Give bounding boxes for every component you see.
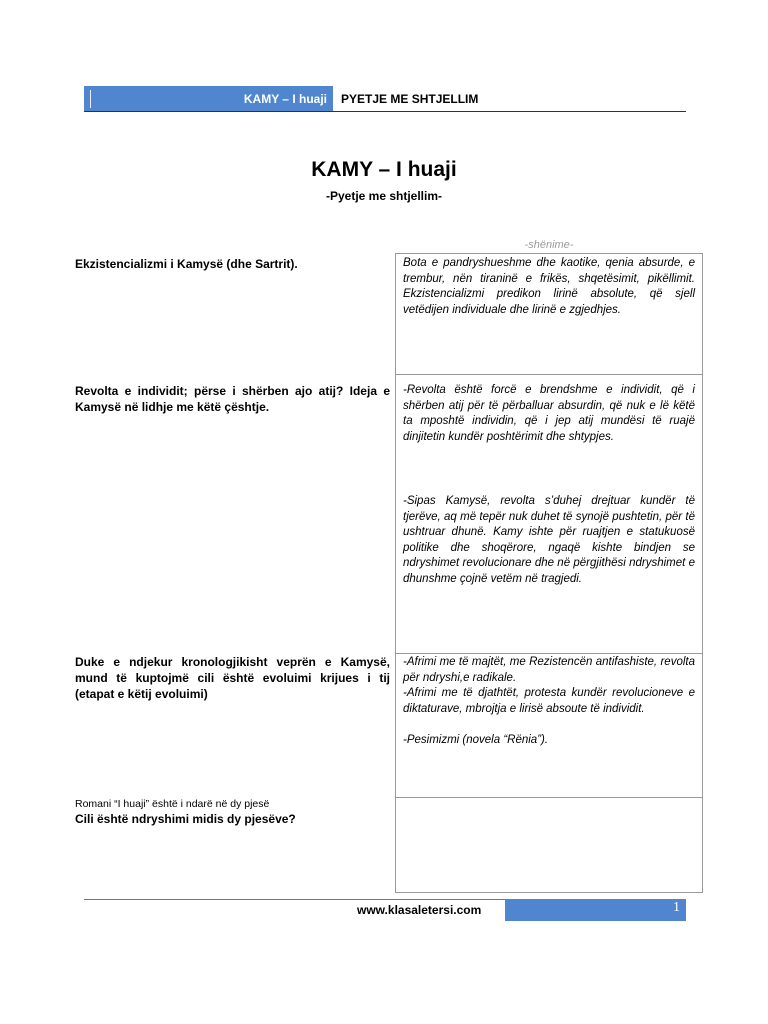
question-1: Ekzistencializmi i Kamysë (dhe Sartrit). bbox=[75, 257, 298, 271]
page-subtitle: -Pyetje me shtjellim- bbox=[325, 189, 443, 203]
header-left-title: KAMY – I huaji bbox=[243, 92, 327, 106]
answer-3-item-1: -Afrimi me të majtët, me Rezistencën antifashiste, revolta për ndryshi,e radikale. bbox=[403, 656, 695, 684]
question-2: Revolta e individit; përse i shërben ajo atij? Ideja e Kamysë në lidhje me këtë çështje. bbox=[75, 384, 390, 414]
answer-1-text: Bota e pandryshueshme dhe kaotike, qenia absurde, e trembur, nën tiraninë e frikës, shqetësimit, pikëllimit. Ekzistencializmi predikon lirinë absolute, që sjell vetëdijen individuale dhe lirinë e zgjedhjes. bbox=[403, 257, 695, 316]
question-4: Cili është ndryshimi midis dy pjesëve? bbox=[75, 812, 296, 826]
header-rule bbox=[84, 111, 686, 112]
answer-cell-4[interactable] bbox=[395, 797, 703, 893]
header-right-title: PYETJE ME SHTJELLIM bbox=[341, 92, 479, 106]
answer-3-item-2: -Afrimi me të djathtët, protesta kundër revolucioneve e diktaturave, mbrojtja e lirisë absoute të individit. bbox=[403, 687, 695, 715]
question-3: Duke e ndjekur kronologjikisht veprën e Kamysë, mund të kuptojmë cili është evoluimi krijues i tij (etapat e këtij evoluimi) bbox=[75, 655, 390, 701]
answer-2-paragraph-2: -Sipas Kamysë, revolta s’duhej drejtuar kundër të tjerëve, aq më tepër nuk duhet të synojë pushtetin, për të ushtruar dhunë. Kamy ishte për ruajtjen e statukuosë politike dhe shoqërore, ngaqë kishte bindjen se ndryshimet revolucionare dhe në përgjithësi ndryshimet e dhunshme çojnë vetëm në tragjedi. bbox=[403, 495, 695, 585]
footer-page-box bbox=[505, 899, 686, 921]
header-title-bar bbox=[84, 86, 333, 112]
page-number: 1 bbox=[673, 900, 680, 915]
footer-url-link[interactable]: www.klasaletersi.com bbox=[357, 903, 482, 917]
answer-2-paragraph-1: -Revolta është forcë e brendshme e individit, që i shërben atij për të përballuar absurdin, që nuk e lë këtë ta mposhtë individin, që i jep atij mundësi të ruajë dinjitetin kundër poshtërimit dhe shtypjes. bbox=[403, 384, 695, 443]
question-4-intro: Romani “I huaji” është i ndarë në dy pjesë bbox=[75, 798, 270, 810]
answer-3-item-3: -Pesimizmi (novela “Rënia”). bbox=[403, 734, 549, 746]
notes-column-label: -shënime- bbox=[524, 239, 574, 251]
page-title: KAMY – I huaji bbox=[311, 158, 457, 181]
